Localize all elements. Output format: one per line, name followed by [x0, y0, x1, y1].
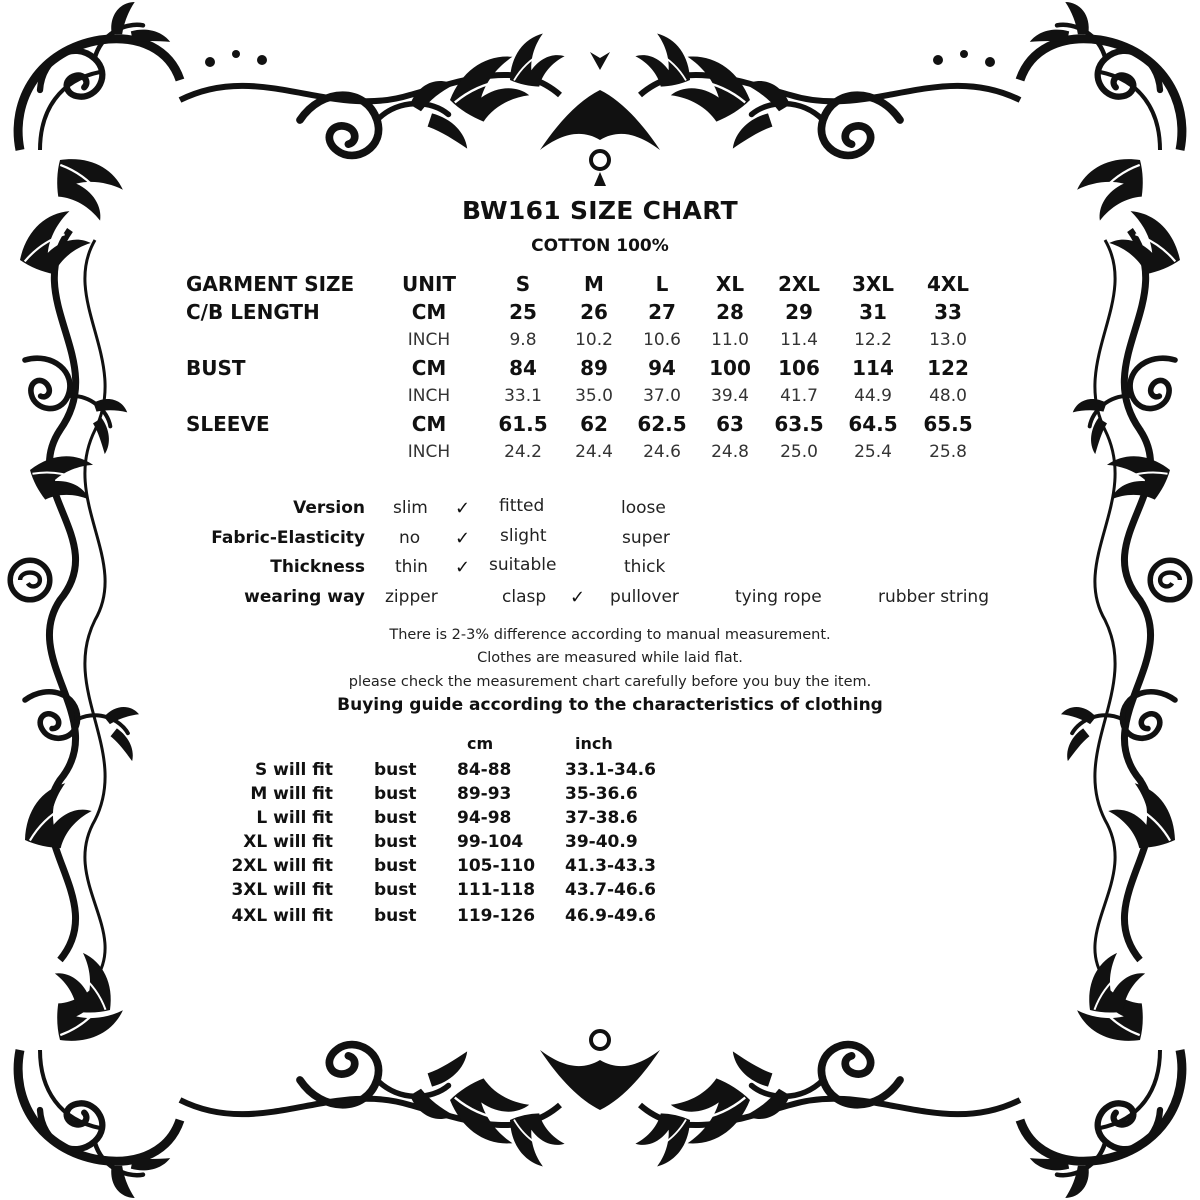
guide-row — [0, 782, 1200, 806]
size-label: 4XL — [926, 272, 970, 296]
attribute-label: wearing way — [244, 586, 365, 607]
guide-part: bust — [374, 784, 417, 804]
value-cm: 62 — [580, 412, 608, 436]
value-inch: 24.4 — [575, 442, 613, 462]
guide-inch: 35-36.6 — [565, 784, 638, 804]
value-cm: 63 — [716, 412, 744, 436]
option-text-selected: slight — [500, 525, 547, 546]
value-inch: 24.6 — [643, 442, 681, 462]
attribute-row-fabric-elasticity — [0, 524, 1200, 554]
guide-row — [0, 758, 1200, 782]
option-text: slim — [393, 498, 428, 518]
attribute-label: Fabric-Elasticity — [211, 527, 365, 548]
size-label: 2XL — [777, 272, 821, 296]
table-row — [186, 378, 1016, 406]
value-inch: 13.0 — [929, 330, 967, 350]
garment-attributes — [0, 494, 1200, 612]
option-text-selected: pullover — [610, 586, 679, 607]
option-text: zipper — [385, 586, 438, 607]
measurement-label: SLEEVE — [186, 412, 270, 436]
guide-inch: 46.9-49.6 — [565, 906, 656, 926]
value-cm: 122 — [927, 356, 969, 380]
guide-part: bust — [374, 760, 417, 780]
guide-inch: 43.7-46.6 — [565, 880, 656, 900]
value-inch: 33.1 — [504, 386, 542, 406]
value-cm: 106 — [778, 356, 820, 380]
guide-cm: 119-126 — [457, 906, 536, 926]
measurement-label: BUST — [186, 356, 246, 380]
unit-cm: CM — [411, 300, 447, 324]
guide-part: bust — [374, 880, 417, 900]
guide-size: XL will fit — [243, 832, 333, 852]
check-icon: ✓ — [455, 557, 471, 578]
value-inch: 10.2 — [575, 330, 613, 350]
value-cm: 84 — [509, 356, 537, 380]
value-cm: 31 — [859, 300, 887, 324]
guide-size: 4XL will fit — [231, 906, 333, 926]
guide-inch: 33.1-34.6 — [565, 760, 656, 780]
value-inch: 37.0 — [643, 386, 681, 406]
measurement-label: C/B LENGTH — [186, 300, 320, 324]
option-text: thick — [624, 557, 666, 577]
option-text: tying rope — [735, 586, 822, 607]
table-row — [186, 406, 1016, 434]
value-inch: 39.4 — [711, 386, 749, 406]
guide-row — [0, 854, 1200, 878]
unit-inch: INCH — [407, 442, 451, 462]
guide-cm: 84-88 — [457, 760, 512, 780]
value-inch: 41.7 — [780, 386, 818, 406]
size-label: L — [655, 272, 669, 296]
option-text: loose — [621, 498, 666, 518]
size-label: M — [584, 272, 604, 296]
value-cm: 62.5 — [637, 412, 687, 436]
guide-inch: 39-40.9 — [565, 832, 638, 852]
unit-inch: INCH — [407, 330, 451, 350]
guide-inch: 41.3-43.3 — [565, 856, 656, 876]
option-text: super — [622, 527, 670, 548]
guide-size: L will fit — [256, 808, 333, 828]
value-inch: 25.8 — [929, 442, 967, 462]
value-inch: 25.4 — [854, 442, 892, 462]
value-inch: 11.0 — [711, 330, 749, 350]
guide-row — [0, 878, 1200, 902]
attribute-label: Thickness — [270, 557, 365, 577]
guide-row — [0, 806, 1200, 830]
measurement-note: There is 2-3% difference according to manual measurement. — [389, 627, 831, 643]
size-label: XL — [715, 272, 745, 296]
attribute-row-version — [0, 494, 1200, 524]
value-cm: 25 — [509, 300, 537, 324]
guide-part: bust — [374, 856, 417, 876]
value-inch: 44.9 — [854, 386, 892, 406]
guide-part: bust — [374, 906, 417, 926]
unit-cm: CM — [411, 356, 447, 380]
guide-header-cm: cm — [467, 734, 494, 753]
value-cm: 65.5 — [923, 412, 973, 436]
value-cm: 64.5 — [848, 412, 898, 436]
attribute-row-thickness — [0, 553, 1200, 583]
option-text: no — [399, 527, 421, 548]
buying-guide-title: Buying guide according to the characteristics of clothing — [337, 695, 883, 715]
guide-cm: 89-93 — [457, 784, 512, 804]
option-text-selected: fitted — [499, 496, 545, 516]
measurement-note: please check the measurement chart carefully before you buy the item. — [348, 674, 872, 690]
value-cm: 89 — [580, 356, 608, 380]
table-row — [186, 322, 1016, 350]
guide-cm: 105-110 — [457, 856, 536, 876]
size-chart-title: BW161 SIZE CHART — [462, 196, 738, 225]
option-text: clasp — [502, 586, 547, 607]
guide-size: 2XL will fit — [231, 856, 333, 876]
fabric-composition: COTTON 100% — [531, 236, 669, 256]
attribute-label: Version — [293, 498, 365, 518]
value-inch: 11.4 — [780, 330, 818, 350]
guide-part: bust — [374, 808, 417, 828]
table-row — [186, 350, 1016, 378]
check-icon: ✓ — [570, 586, 586, 608]
option-text: thin — [395, 557, 428, 577]
header-garment-size: GARMENT SIZE — [186, 272, 355, 296]
size-label: S — [515, 272, 531, 296]
option-text: rubber string — [878, 586, 989, 607]
value-inch: 12.2 — [854, 330, 892, 350]
size-label: 3XL — [851, 272, 895, 296]
value-cm: 61.5 — [498, 412, 548, 436]
value-cm: 33 — [934, 300, 962, 324]
check-icon: ✓ — [455, 527, 471, 549]
unit-inch: INCH — [407, 386, 451, 406]
guide-row — [0, 830, 1200, 854]
value-inch: 35.0 — [575, 386, 613, 406]
value-cm: 26 — [580, 300, 608, 324]
guide-part: bust — [374, 832, 417, 852]
unit-cm: CM — [411, 412, 447, 436]
value-cm: 100 — [709, 356, 751, 380]
size-table — [186, 266, 1016, 462]
value-inch: 48.0 — [929, 386, 967, 406]
value-cm: 27 — [648, 300, 676, 324]
attribute-row-wearing-way — [0, 583, 1200, 613]
value-cm: 28 — [716, 300, 744, 324]
guide-row — [0, 904, 1200, 928]
header-unit: UNIT — [401, 272, 457, 296]
option-text-selected: suitable — [489, 555, 557, 575]
guide-inch: 37-38.6 — [565, 808, 638, 828]
guide-size: M will fit — [250, 784, 333, 804]
value-inch: 9.8 — [509, 330, 537, 350]
value-cm: 63.5 — [774, 412, 824, 436]
value-inch: 10.6 — [643, 330, 681, 350]
guide-cm: 94-98 — [457, 808, 512, 828]
guide-cm: 111-118 — [457, 880, 536, 900]
guide-size: S will fit — [255, 760, 333, 780]
size-table-header — [186, 266, 1016, 294]
value-cm: 114 — [852, 356, 894, 380]
guide-size: 3XL will fit — [231, 880, 333, 900]
guide-cm: 99-104 — [457, 832, 524, 852]
check-icon: ✓ — [455, 498, 471, 519]
value-inch: 25.0 — [780, 442, 818, 462]
guide-header-inch: inch — [575, 734, 613, 753]
value-inch: 24.8 — [711, 442, 749, 462]
table-row — [186, 294, 1016, 322]
table-row — [186, 434, 1016, 462]
value-inch: 24.2 — [504, 442, 542, 462]
measurement-note: Clothes are measured while laid flat. — [477, 650, 743, 666]
value-cm: 29 — [785, 300, 813, 324]
value-cm: 94 — [648, 356, 676, 380]
